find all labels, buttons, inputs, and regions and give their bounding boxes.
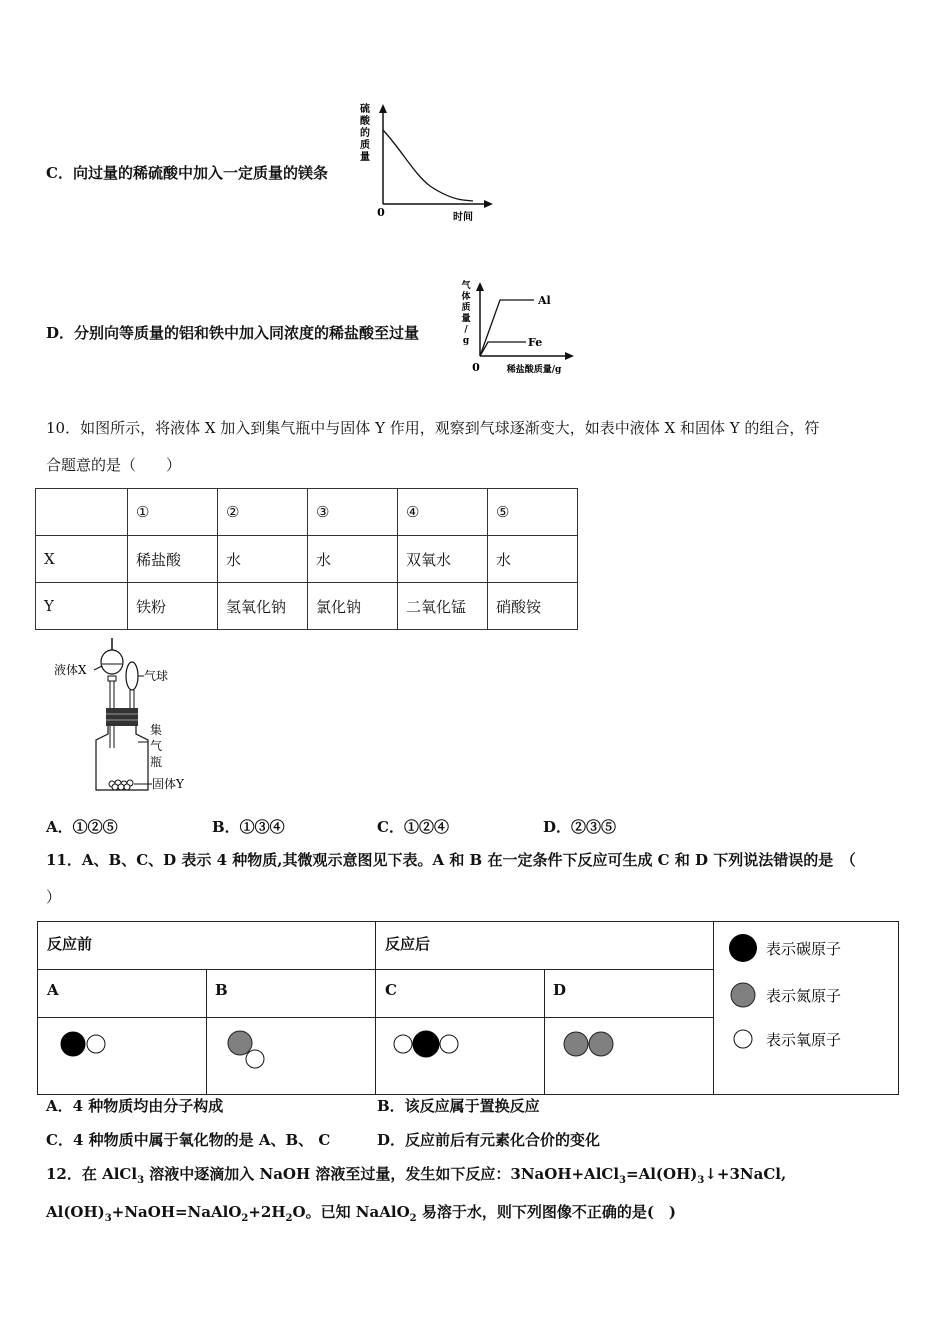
carbon-atom (413, 1031, 439, 1057)
chart-d-ylabel-char: 质 (461, 303, 471, 313)
q11-table (37, 921, 899, 1095)
table-cell: ② (218, 489, 308, 536)
atom-legend (714, 922, 898, 1094)
text-segment: 易溶于水，则下列图像不正确的是( ) (416, 1203, 677, 1221)
solid-particle (118, 784, 124, 790)
table-row (36, 489, 578, 536)
table-cell: ⑤ (488, 489, 578, 536)
nitrogen-atom (228, 1031, 252, 1055)
label-a: A (47, 981, 59, 999)
table-cell: ④ (398, 489, 488, 536)
chart-d-gas-mass (456, 278, 581, 378)
table-cell: 水 (488, 536, 578, 583)
label-bottle-char: 瓶 (150, 755, 163, 769)
table-cell: 水 (218, 536, 308, 583)
label-bottle-char: 气 (150, 739, 163, 753)
legend-nitrogen-label: 表示氮原子 (766, 987, 842, 1005)
rubber-stopper (106, 708, 138, 726)
table-cell: 双氧水 (398, 536, 488, 583)
table-cell: 氢氧化钠 (218, 583, 308, 630)
table-cell: 二氧化锰 (398, 583, 488, 630)
q10-option-d[interactable]: D．②③⑤ (543, 818, 617, 836)
option-d-text: D．分别向等质量的铝和铁中加入同浓度的稀盐酸至过量 (46, 324, 420, 342)
oxygen-atom (87, 1035, 105, 1053)
subscript: 2 (285, 1213, 293, 1224)
subscript: 3 (104, 1213, 112, 1224)
leader-line (94, 666, 102, 670)
q11-option-d[interactable]: D．反应前后有元素化合价的变化 (377, 1131, 601, 1149)
chart-c-curve (383, 130, 463, 200)
separatory-funnel (101, 650, 123, 674)
text-segment: +NaOH=NaAlO (111, 1203, 242, 1221)
q11-option-c[interactable]: C．4 种物质中属于氧化物的是 A、B、 C (46, 1131, 331, 1149)
funnel-stopcock (108, 676, 116, 681)
q10-option-b[interactable]: B．①③④ (212, 818, 285, 836)
q10-stem-line2: 合题意的是（ ） (46, 456, 182, 474)
chart-d-ylabel-char: 气 (461, 281, 471, 291)
arrow-up-icon (379, 104, 387, 113)
chart-d-origin: 0 (472, 361, 480, 374)
label-c: C (385, 981, 397, 999)
table-cell: 水 (308, 536, 398, 583)
nitrogen-atom (589, 1032, 613, 1056)
balloon (126, 662, 138, 690)
chart-c-curve-tail (463, 200, 473, 201)
label-d: D (553, 981, 567, 999)
chart-c-ylabel (360, 102, 371, 163)
table-cell: 氯化钠 (308, 583, 398, 630)
label-solid-y: 固体Y (152, 777, 184, 791)
table-cell: X (36, 536, 128, 583)
q11-option-b[interactable]: B．该反应属于置换反应 (377, 1097, 540, 1115)
chart-c-ylabel-char: 硫 (360, 104, 370, 115)
table-cell: 铁粉 (128, 583, 218, 630)
text-segment: +2H (248, 1203, 286, 1221)
q11-option-a[interactable]: A．4 种物质均由分子构成 (46, 1097, 224, 1115)
arrow-right-icon (484, 200, 493, 208)
legend-carbon-label: 表示碳原子 (766, 940, 842, 958)
divider (38, 969, 713, 970)
chart-c-origin: 0 (377, 206, 385, 219)
chart-c-ylabel-char: 量 (360, 152, 370, 163)
chart-d-ylabel-char: 体 (461, 292, 471, 302)
text-segment: Al(OH) (46, 1203, 105, 1221)
arrow-right-icon (565, 352, 574, 360)
q12-stem-line2 (46, 1205, 676, 1224)
chart-c-ylabel-char: 酸 (360, 116, 370, 127)
chart-d-ylabel-char: / (464, 325, 468, 335)
table-row (36, 583, 578, 630)
solid-particle (112, 784, 118, 790)
molecule-a (61, 1032, 105, 1056)
option-c-text: C．向过量的稀硫酸中加入一定质量的镁条 (46, 164, 328, 182)
oxygen-atom (440, 1035, 458, 1053)
subscript: 2 (241, 1213, 249, 1224)
nitrogen-atom (564, 1032, 588, 1056)
chart-c-sulfuric-acid (355, 100, 495, 225)
q10-option-a[interactable]: A．①②⑤ (46, 818, 118, 836)
q10-option-c[interactable]: C．①②④ (377, 818, 449, 836)
chart-d-label-al: Al (538, 294, 551, 307)
oxygen-atom (246, 1050, 264, 1068)
text-segment: 溶液中逐滴加入 NaOH 溶液至过量，发生如下反应：3NaOH+AlCl (144, 1165, 620, 1183)
table-row (36, 536, 578, 583)
label-bottle-char: 集 (150, 723, 163, 737)
chart-d-ylabel (461, 279, 471, 346)
solid-y (109, 780, 133, 790)
chart-d-series-al (480, 300, 534, 356)
chart-d-xlabel: 稀盐酸质量/g (506, 365, 562, 375)
apparatus-figure (50, 636, 200, 796)
header-after: 反应后 (385, 935, 431, 953)
oxygen-atom (394, 1035, 412, 1053)
label-balloon: 气球 (144, 669, 169, 683)
chart-d-ylabel-char: g (462, 336, 470, 346)
carbon-legend-icon (729, 934, 757, 962)
q12-stem-line1 (46, 1167, 786, 1186)
legend-oxygen-label: 表示氧原子 (766, 1031, 842, 1049)
text-segment: ↓+3NaCl, (704, 1165, 787, 1183)
q10-table (35, 488, 578, 630)
subscript: 3 (619, 1175, 627, 1186)
table-cell: 稀盐酸 (128, 536, 218, 583)
molecule-diagrams (38, 1018, 713, 1094)
q11-stem-line1: 11．A、B、C、D 表示 4 种物质,其微观示意图见下表。A 和 B 在一定条件下反应可生成 C 和 D 下列说法错误的是 （ (46, 851, 856, 869)
chart-d-series-fe (480, 342, 526, 356)
chart-c-ylabel-char: 质 (360, 140, 370, 151)
chart-d-label-fe: Fe (528, 336, 543, 349)
label-b: B (215, 981, 228, 999)
arrow-up-icon (476, 282, 484, 291)
molecule-d (564, 1032, 613, 1056)
molecule-c (394, 1031, 458, 1057)
carbon-atom (61, 1032, 85, 1056)
table-cell: ③ (308, 489, 398, 536)
chart-c-ylabel-char: 的 (360, 128, 370, 139)
q11-stem-line2: ） (46, 888, 62, 906)
chart-d-ylabel-char: 量 (461, 314, 471, 324)
q10-stem-line1: 10．如图所示，将液体 X 加入到集气瓶中与固体 Y 作用，观察到气球逐渐变大，如表中液体 X 和固体 Y 的组合，符 (46, 419, 820, 437)
label-liquid-x: 液体X (54, 663, 87, 677)
text-segment: 12．在 AlCl (46, 1165, 138, 1183)
subscript: 3 (137, 1175, 145, 1186)
solid-particle (124, 784, 130, 790)
text-segment: =Al(OH) (626, 1165, 698, 1183)
table-cell: Y (36, 583, 128, 630)
subscript: 2 (409, 1213, 417, 1224)
chart-c-xlabel: 时间 (453, 212, 473, 223)
oxygen-legend-icon (734, 1030, 752, 1048)
nitrogen-legend-icon (731, 983, 755, 1007)
subscript: 3 (697, 1175, 705, 1186)
table-cell: 硝酸铵 (488, 583, 578, 630)
gas-bottle (96, 726, 148, 790)
molecule-b (228, 1031, 264, 1068)
header-before: 反应前 (47, 935, 93, 953)
table-cell: ① (128, 489, 218, 536)
table-cell (36, 489, 128, 536)
text-segment: O。已知 NaAlO (292, 1203, 410, 1221)
